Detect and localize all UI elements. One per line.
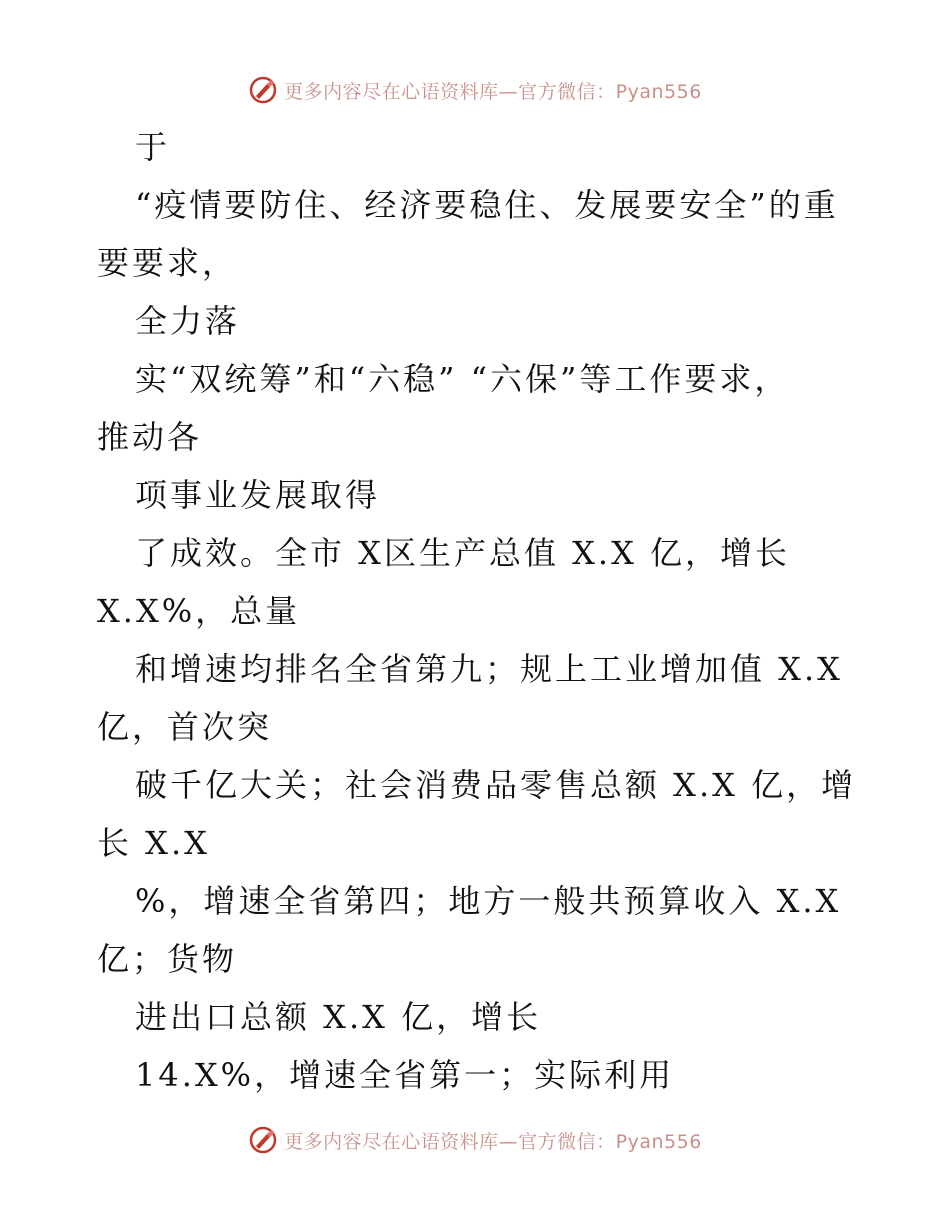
text-line: 全力落 <box>135 302 241 340</box>
text-line: X.X%，总量 <box>97 592 301 630</box>
header-banner-text: 更多内容尽在心语资料库—官方微信：Pyan556 <box>284 80 702 103</box>
text-line: 亿，首次突 <box>97 708 273 746</box>
text-line: 了成效。全市 X区生产总值 X.X 亿，增长 <box>135 534 791 572</box>
header-banner <box>0 70 950 110</box>
text-line: 亿；货物 <box>97 940 238 978</box>
text-line: 实“双统筹”和“六稳” “六保”等工作要求， <box>135 360 790 398</box>
footer-banner-text: 更多内容尽在心语资料库—官方微信：Pyan556 <box>284 1130 702 1153</box>
text-line: 和增速均排名全省第九；规上工业增加值 X.X <box>135 650 843 688</box>
pen-logo-icon <box>248 1125 278 1155</box>
text-line: “疫情要防住、经济要稳住、发展要安全”的重 <box>135 186 839 224</box>
footer-banner <box>0 1120 950 1160</box>
text-line: 14.X%，增速全省第一；实际利用 <box>135 1056 675 1094</box>
text-line: %，增速全省第四；地方一般共预算收入 X.X <box>135 882 842 920</box>
text-line: 进出口总额 X.X 亿，增长 <box>135 998 542 1036</box>
text-line: 破千亿大关；社会消费品零售总额 X.X 亿，增 <box>135 766 857 804</box>
text-line: 推动各 <box>97 418 203 456</box>
text-line: 于 <box>135 128 171 166</box>
text-line: 长 X.X <box>97 824 210 862</box>
text-line: 项事业发展取得 <box>135 476 381 514</box>
text-line: 要要求， <box>97 244 238 282</box>
pen-logo-icon <box>248 75 278 105</box>
